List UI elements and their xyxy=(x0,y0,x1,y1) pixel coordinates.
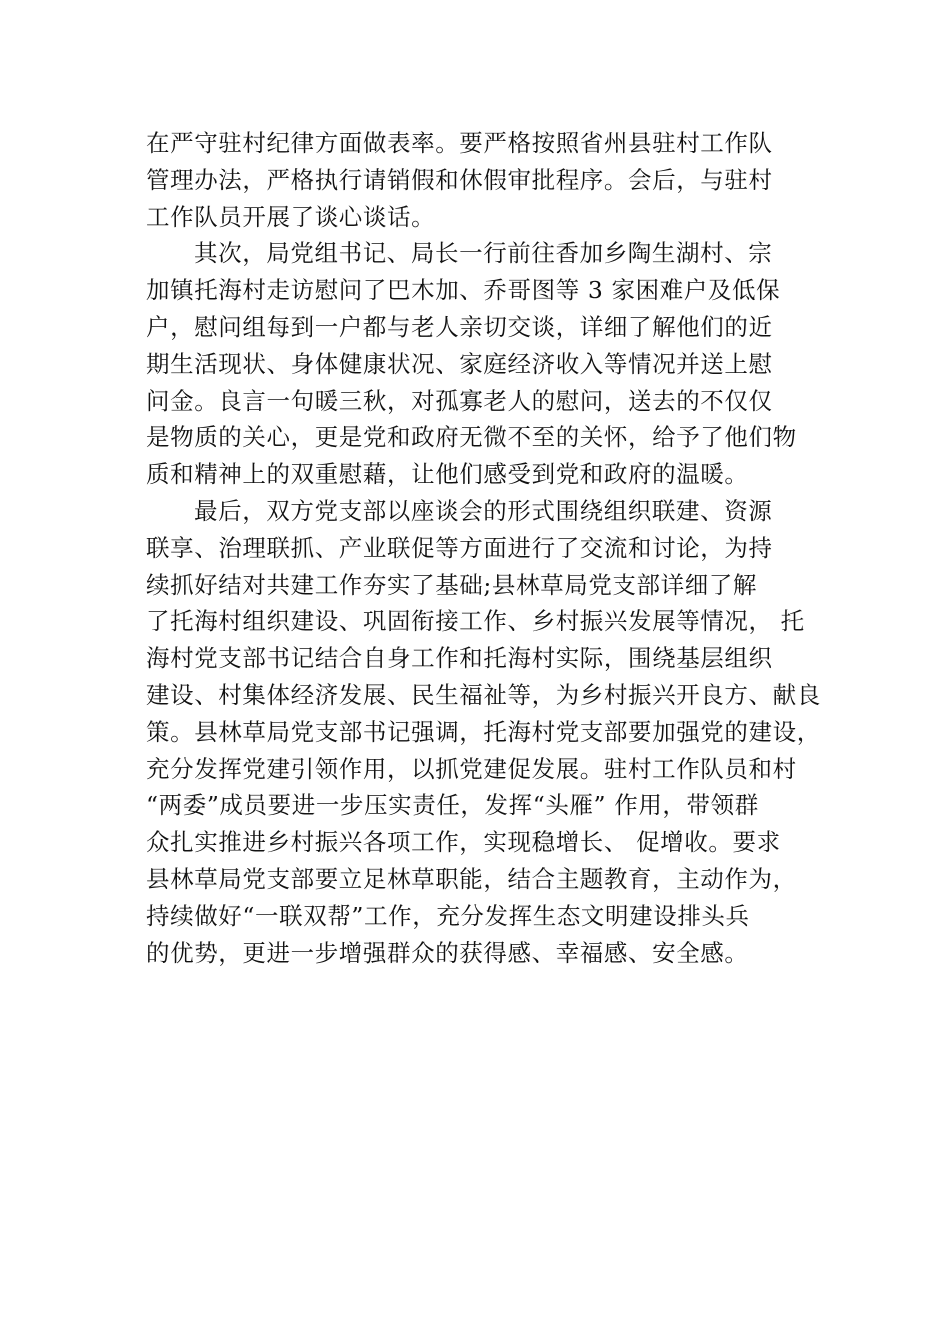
text-line: 海村党支部书记结合自身工作和托海村实际，围绕基层组织 xyxy=(146,644,773,673)
text-line: 的优势，更进一步增强群众的获得感、幸福感、安全感。 xyxy=(146,938,749,967)
paragraph-visit xyxy=(146,235,826,493)
text-line: 期生活现状、身体健康状况、家庭经济收入等情况并送上慰 xyxy=(146,349,773,378)
text-line: 最后，双方党支部以座谈会的形式围绕组织联建、资源 xyxy=(194,496,773,525)
text-line: 了托海村组织建设、巩固衔接工作、乡村振兴发展等情况， 托 xyxy=(146,607,805,636)
text-line: 众扎实推进乡村振兴各项工作，实现稳增长、 促增收。要求 xyxy=(146,828,781,857)
text-line: 是物质的关心，更是党和政府无微不至的关怀，给予了他们物 xyxy=(146,423,797,452)
text-line: 在严守驻村纪律方面做表率。要严格按照省州县驻村工作队 xyxy=(146,129,773,157)
text-line: 策。县林草局党支部书记强调，托海村党支部要加强党的建设， xyxy=(146,717,821,746)
text-line: 持续做好“一联双帮”工作，充分发挥生态文明建设排头兵 xyxy=(146,901,750,930)
text-line: 联享、治理联抓、产业联促等方面进行了交流和讨论，为持 xyxy=(146,533,773,562)
text-line: “两委”成员要进一步压实责任，发挥“头雁” 作用，带领群 xyxy=(146,791,759,820)
text-line: 问金。良言一句暖三秋，对孤寡老人的慰问，送去的不仅仅 xyxy=(146,386,773,415)
text-line: 工作队员开展了谈心谈话。 xyxy=(146,202,436,231)
paragraph-symposium xyxy=(146,493,826,971)
text-line: 建设、村集体经济发展、民生福祉等，为乡村振兴开良方、献良 xyxy=(146,680,821,709)
text-line: 管理办法，严格执行请销假和休假审批程序。会后，与驻村 xyxy=(146,165,773,194)
text-line: 其次，局党组书记、局长一行前往香加乡陶生湖村、宗 xyxy=(194,239,773,268)
text-line: 户，慰问组每到一户都与老人亲切交谈，详细了解他们的近 xyxy=(146,312,773,341)
text-line: 质和精神上的双重慰藉，让他们感受到党和政府的温暖。 xyxy=(146,460,749,489)
text-line: 续抓好结对共建工作夯实了基础;县林草局党支部详细了解 xyxy=(146,570,758,599)
body-text xyxy=(146,125,826,971)
paragraph-discipline xyxy=(146,125,826,235)
text-line: 县林草局党支部要立足林草职能，结合主题教育，主动作为， xyxy=(146,864,797,893)
text-line: 加镇托海村走访慰问了巴木加、乔哥图等 3 家困难户及低保 xyxy=(146,276,781,305)
text-line: 充分发挥党建引领作用，以抓党建促发展。驻村工作队员和村 xyxy=(146,754,797,783)
